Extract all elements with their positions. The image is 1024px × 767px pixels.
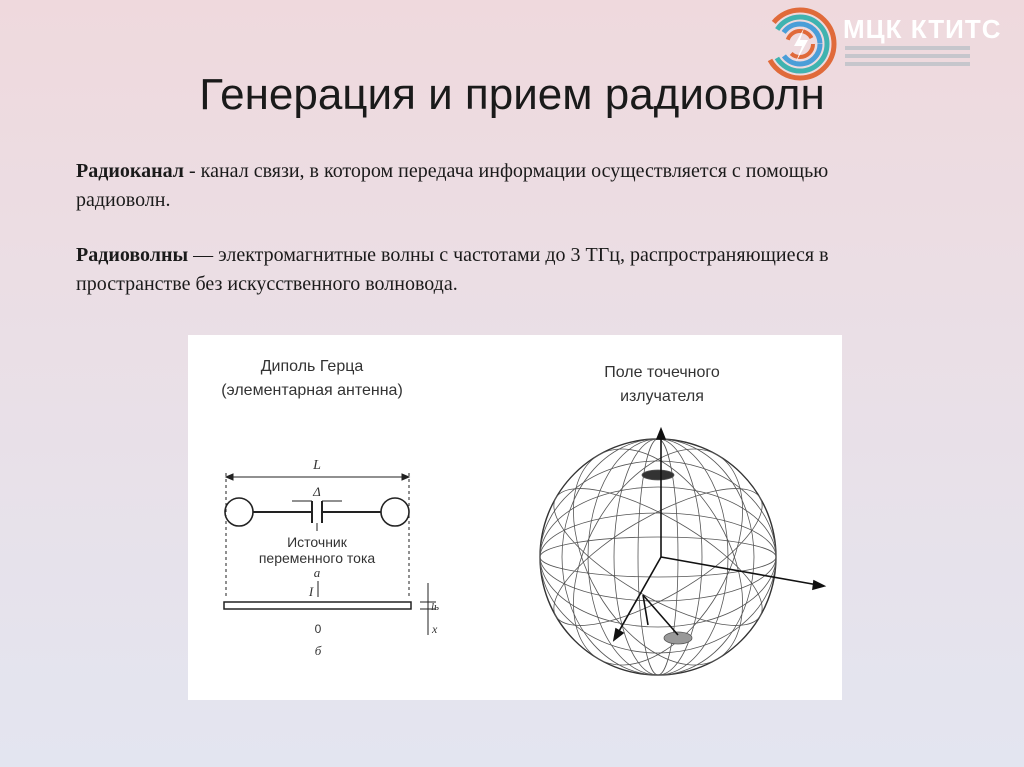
- definition-radiochannel-text: - канал связи, в котором передача информации осуществляется с помощью радиоволн.: [76, 160, 829, 211]
- gap-label: Δ: [313, 484, 321, 499]
- logo-subtitle-lines: [845, 46, 970, 70]
- logo-text: МЦК КТИТС: [843, 14, 1002, 44]
- term-radiowaves: Радиоволны: [76, 244, 189, 266]
- source-label-line1: Источник: [287, 534, 347, 550]
- definition-radiochannel: [76, 157, 876, 215]
- source-label-line2: переменного тока: [258, 550, 376, 566]
- figure-drawing: [188, 335, 842, 700]
- thickness-label: lь: [431, 601, 440, 613]
- radiation-sphere: [536, 420, 780, 694]
- coordinate-axes: [614, 429, 824, 640]
- sphere-title-line2: излучателя: [620, 388, 704, 405]
- definition-radiowaves-text: — электромагнитные волны с частотами до 3 ТГц, распространяющиеся в пространстве без искусственного волновода.: [76, 244, 829, 295]
- length-label: L: [313, 458, 321, 473]
- axis-x-label: x: [432, 622, 438, 636]
- slide-title: Генерация и прием радиоволн: [199, 70, 825, 119]
- sphere-title-line1: Поле точечного: [604, 364, 720, 381]
- current-label: I: [308, 584, 314, 599]
- dipole-title-line2: (элементарная антенна): [221, 382, 403, 399]
- subfigure-b-label: б: [314, 643, 322, 658]
- term-radiochannel: Радиоканал: [76, 160, 184, 182]
- definition-radiowaves: [76, 241, 876, 299]
- figure-dipole-and-field: [188, 335, 842, 700]
- dipole-title-line1: Диполь Герца: [260, 358, 364, 375]
- origin-label: 0: [314, 622, 322, 636]
- subfigure-a-label: а: [313, 565, 321, 580]
